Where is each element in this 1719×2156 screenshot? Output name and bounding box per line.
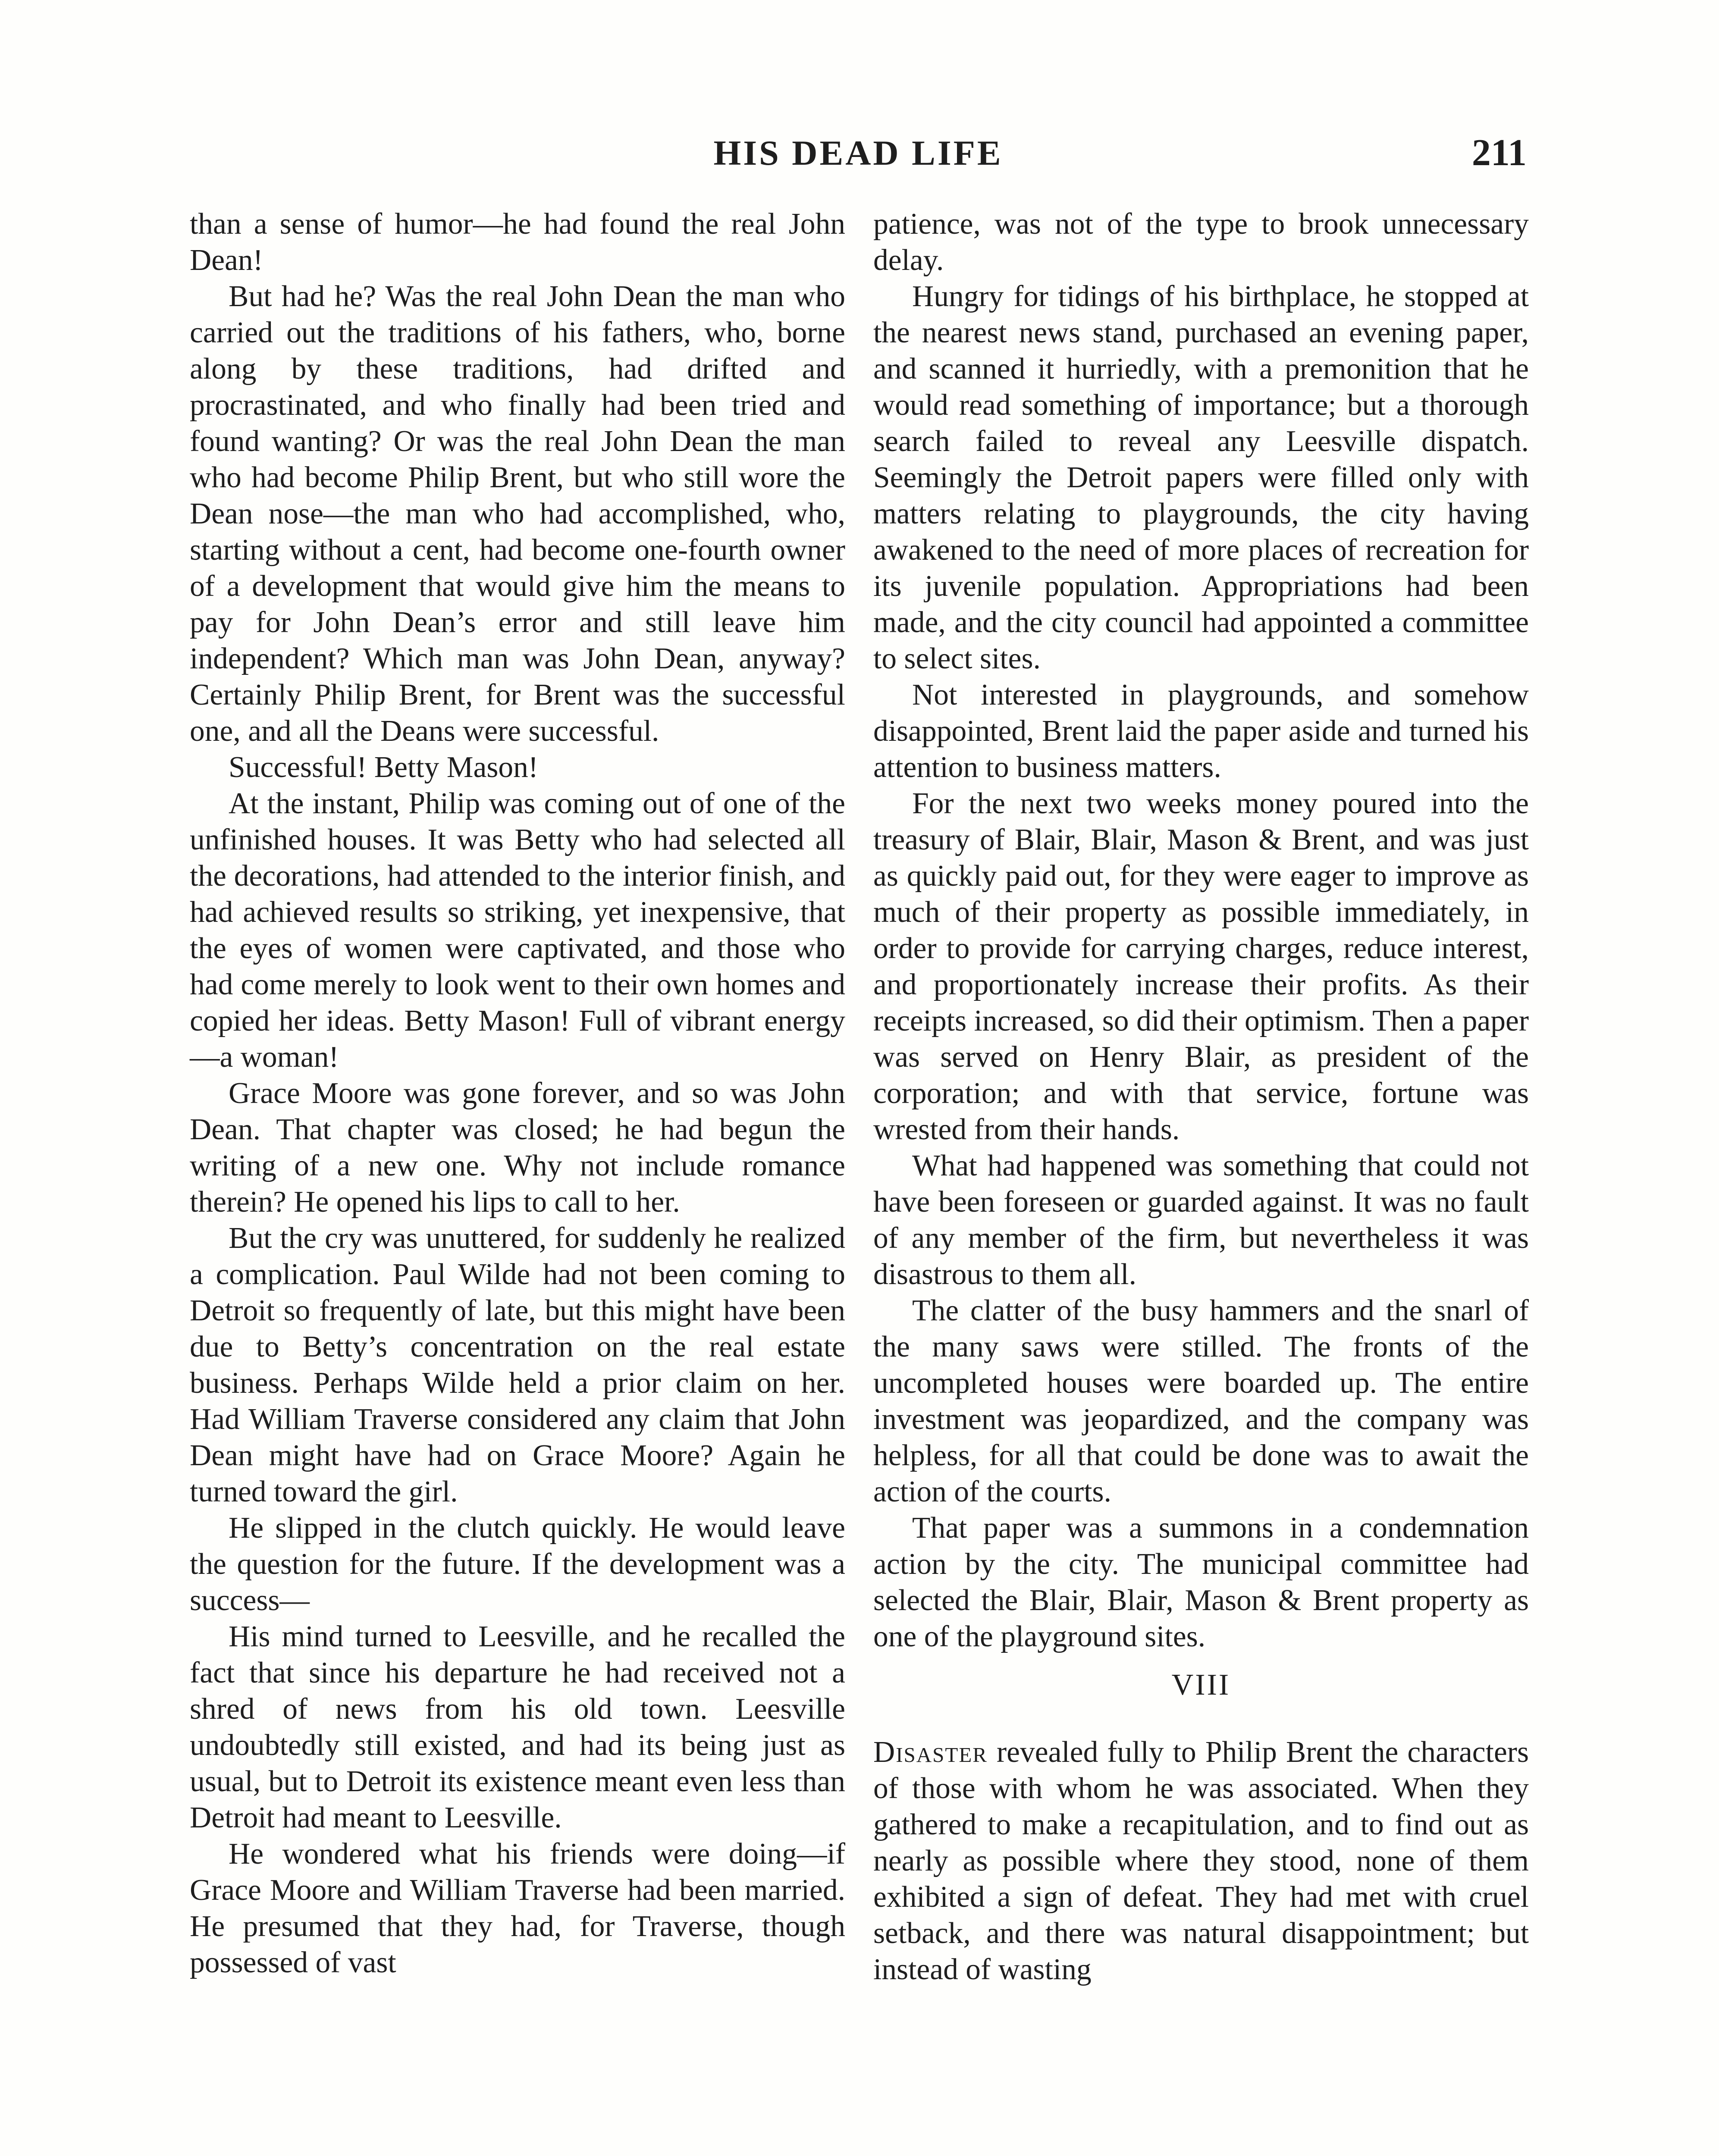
paragraph: He slipped in the clutch quickly. He would leave the question for the future. If the development was a success—: [190, 1511, 845, 1617]
paragraph: For the next two weeks money poured into the treasury of Blair, Blair, Mason & Brent, and was just as quickly paid out, for they were eager to improve as much of their property as possible immediately, in order to provide for carrying charges, reduce interest, and proportionately increase their profits. As their receipts increased, so did their optimism. Then a paper was served on Henry Blair, as president of the corporation; and with that service, fortune was wrested from their hands.: [873, 787, 1529, 1146]
paragraph: But had he? Was the real John Dean the man who carried out the traditions of his fathers, who, borne along by these traditions, had drifted and procrastinated, and who finally had been tried and found wanting? Or was the real John Dean the man who had become Philip Brent, but who still wore the Dean nose—the man who had accomplished, who, starting without a cent, had become one-fourth owner of a development that would give him the means to pay for John Dean’s error and still leave him independent? Which man was John Dean, anyway? Certainly Philip Brent, for Brent was the successful one, and all the Deans were successful.: [190, 280, 845, 748]
paragraph: What had happened was something that could not have been foreseen or guarded against. It was no fault of any member of the firm, but nevertheless it was disastrous to them all.: [873, 1149, 1529, 1291]
left-column: [190, 206, 845, 1981]
page-number: 211: [1471, 132, 1527, 174]
paragraph: The clatter of the busy hammers and the snarl of the many saws were stilled. The fronts of the uncompleted houses were boarded up. The entire investment was jeopardized, and the company was helpless, for all that could be done was to await the action of the courts.: [873, 1294, 1529, 1508]
paragraph: Not interested in playgrounds, and somehow disappointed, Brent laid the paper aside and turned his attention to business matters.: [873, 678, 1529, 784]
chapter-heading: VIII: [1171, 1668, 1231, 1702]
chapter-opening-word: Disaster: [873, 1736, 988, 1769]
chapter-opening-text: revealed fully to Philip Brent the characters of those with whom he was associated. When they gathered to make a recapitulation, and to find out as nearly as possible where they stood, none of them exhibited a sign of defeat. They had met with cruel setback, and there was natural disappointment; but instead of wasting: [873, 1736, 1529, 1986]
paragraph: He wondered what his friends were doing—if Grace Moore and William Traverse had been married. He presumed that they had, for Traverse, though possessed of vast: [190, 1837, 845, 1979]
running-title: HIS DEAD LIFE: [713, 133, 1003, 172]
paragraph: patience, was not of the type to brook unnecessary delay.: [873, 207, 1529, 277]
paragraph: Hungry for tidings of his birthplace, he stopped at the nearest news stand, purchased an evening paper, and scanned it hurriedly, with a premonition that he would read something of importance; but a thorough search failed to reveal any Leesville dispatch. Seemingly the Detroit papers were filled only with matters relating to playgrounds, the city having awakened to the need of more places of recreation for its juvenile population. Appropriations had been made, and the city council had appointed a committee to select sites.: [873, 280, 1529, 675]
paragraph: At the instant, Philip was coming out of one of the unfinished houses. It was Betty who had selected all the decorations, had attended to the interior finish, and had achieved results so striking, yet inexpensive, that the eyes of women were captivated, and those who had come merely to look went to their own homes and copied her ideas. Betty Mason! Full of vibrant energy—a woman!: [190, 787, 845, 1074]
right-column: [873, 206, 1529, 1988]
paragraph: than a sense of humor—he had found the real John Dean!: [190, 207, 845, 277]
paragraph: That paper was a summons in a condemnation action by the city. The municipal committee had selected the Blair, Blair, Mason & Brent property as one of the playground sites.: [873, 1511, 1529, 1653]
paragraph: Successful! Betty Mason!: [229, 751, 539, 784]
paragraph: But the cry was unuttered, for suddenly he realized a complication. Paul Wilde had not been coming to Detroit so frequently of late, but this might have been due to Betty’s concentration on the real estate business. Perhaps Wilde held a prior claim on her. Had William Traverse considered any claim that John Dean might have had on Grace Moore? Again he turned toward the girl.: [190, 1222, 845, 1508]
chapter-opening-paragraph: [873, 1734, 1529, 1988]
paragraph: Grace Moore was gone forever, and so was John Dean. That chapter was closed; he had begun the writing of a new one. Why not include romance therein? He opened his lips to call to her.: [190, 1077, 845, 1219]
running-head: [190, 129, 1527, 177]
paragraph: His mind turned to Leesville, and he recalled the fact that since his departure he had received not a shred of news from his old town. Leesville undoubtedly still existed, and had its being just as usual, but to Detroit its existence meant even less than Detroit had meant to Leesville.: [190, 1620, 845, 1834]
